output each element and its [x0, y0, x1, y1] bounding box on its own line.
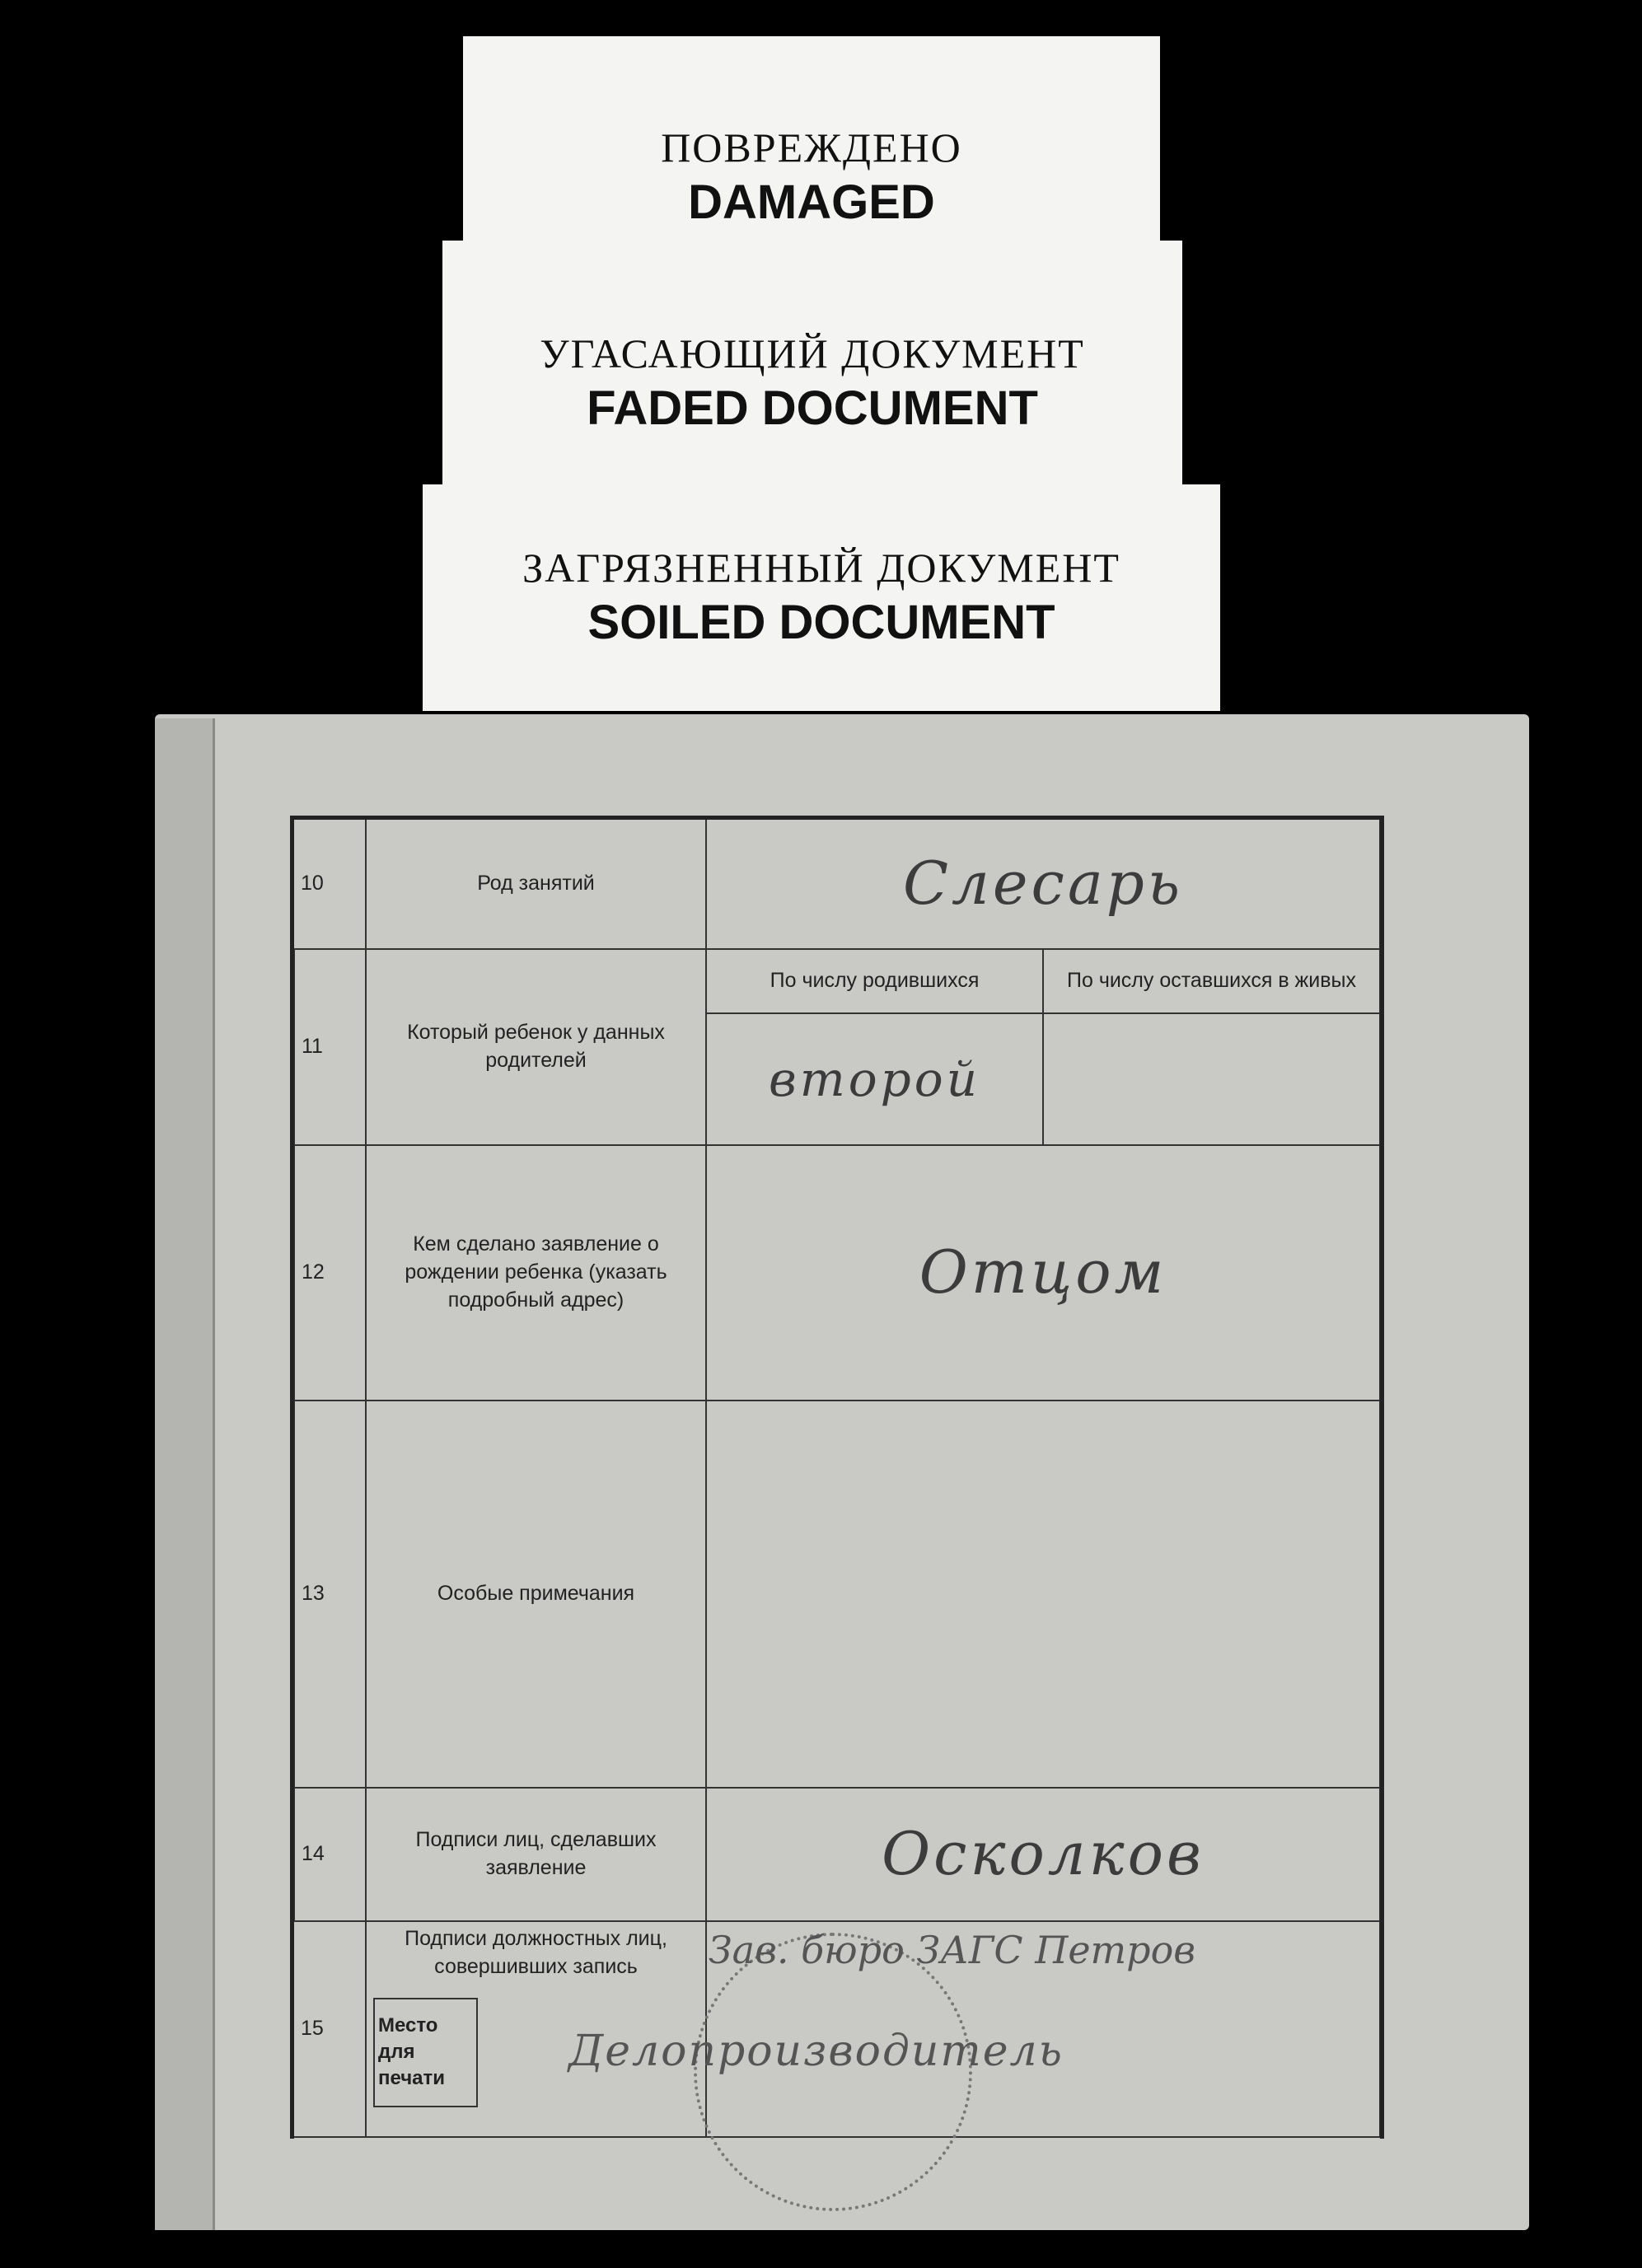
- faded-label: [442, 241, 1182, 486]
- declarant-signature-value: [706, 1788, 1380, 1921]
- damaged-label-en: DAMAGED: [688, 175, 935, 229]
- form-row-12: [294, 1145, 1380, 1401]
- row-label: Особые примечания: [366, 1401, 706, 1788]
- column-header-born: По числу родившихся: [706, 949, 1043, 1013]
- occupation-value: [706, 819, 1380, 949]
- form-row-14: [294, 1788, 1380, 1921]
- soiled-label-ru: ЗАГРЯЗНЕННЫЙ ДОКУМЕНТ: [522, 545, 1120, 591]
- row-number: 13: [294, 1401, 366, 1788]
- damaged-label-ru: ПОВРЕЖДЕНО: [661, 124, 962, 171]
- damaged-label: [463, 36, 1160, 257]
- born-count-value: [706, 1013, 1043, 1145]
- row-number: 10: [294, 819, 366, 949]
- soiled-label-en: SOILED DOCUMENT: [587, 596, 1055, 649]
- handwritten-declarant: Отцом: [919, 1237, 1167, 1307]
- stamp-place-box: Место для печати: [373, 1998, 478, 2107]
- handwritten-occupation: Слесарь: [902, 849, 1184, 919]
- row-number: 11: [294, 949, 366, 1145]
- form-row-13: [294, 1401, 1380, 1788]
- row-number: 15: [294, 1921, 366, 2137]
- row-label: Род занятий: [366, 819, 706, 949]
- notes-value: [706, 1401, 1380, 1788]
- faded-label-ru: УГАСАЮЩИЙ ДОКУМЕНТ: [540, 330, 1085, 376]
- faded-label-en: FADED DOCUMENT: [587, 381, 1038, 435]
- handwritten-declarant-signature: Осколков: [882, 1819, 1205, 1889]
- row-number: 12: [294, 1145, 366, 1401]
- row-number: 14: [294, 1788, 366, 1921]
- handwritten-born-count: второй: [768, 1050, 981, 1107]
- alive-count-value: [1043, 1013, 1380, 1145]
- handwritten-official-line: Зав. бюро ЗАГС Петров: [709, 1928, 1196, 1972]
- declarant-value: [706, 1145, 1380, 1401]
- column-header-alive: По числу оставшихся в живых: [1043, 949, 1380, 1013]
- row-label: Подписи лиц, сделавших заявление: [366, 1788, 706, 1921]
- row-label: Подписи должностных лиц, совершивших запись: [405, 1927, 667, 1978]
- soiled-label: [423, 484, 1220, 711]
- row-label: Кем сделано заявление о рождении ребенка (указать подробный адрес): [366, 1145, 706, 1401]
- page-binding-edge: [155, 718, 215, 2230]
- form-row-10: [294, 819, 1380, 949]
- form-row-11-header: [294, 949, 1380, 1013]
- handwritten-clerk-signature: Делопроизводитель: [568, 2027, 1064, 2076]
- row-label: Который ребенок у данных родителей: [366, 949, 706, 1145]
